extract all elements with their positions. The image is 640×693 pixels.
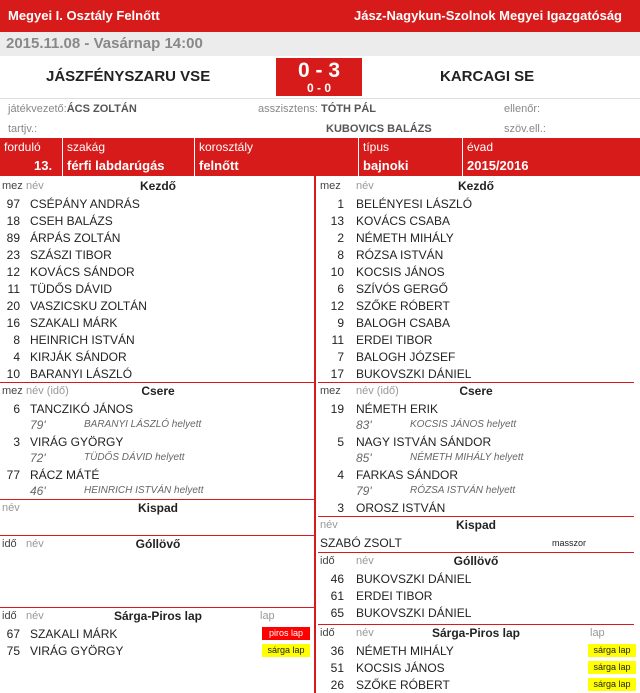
shirt-number: 3	[337, 501, 344, 515]
player-name[interactable]: SZŐKE RÓBERT	[356, 678, 450, 692]
name-header: név	[2, 502, 20, 514]
player-name[interactable]: ÁRPÁS ZOLTÁN	[30, 231, 121, 245]
player-name[interactable]: BELÉNYESI LÁSZLÓ	[356, 197, 473, 211]
card-badge: sárga lap	[588, 678, 636, 691]
info-branch-value: férfi labdarúgás	[67, 158, 165, 173]
player-name[interactable]: SZÁSZI TIBOR	[30, 248, 112, 262]
name-header: név	[356, 180, 374, 192]
player-name[interactable]: TANCZIKÓ JÁNOS	[30, 402, 134, 416]
reserve-label: tartjv.:	[8, 123, 38, 135]
list-item	[0, 246, 316, 263]
away-cards-section	[318, 625, 634, 693]
home-bench-section	[0, 500, 316, 536]
shirt-number: 6	[13, 402, 20, 416]
subs-title: Csere	[141, 384, 175, 398]
shirt-number: 8	[13, 333, 20, 347]
shirt-number: 8	[337, 248, 344, 262]
cards-title: Sárga-Piros lap	[113, 609, 203, 623]
player-name[interactable]: SZAKALI MÁRK	[30, 316, 118, 330]
list-item	[0, 195, 316, 212]
list-item	[318, 570, 634, 587]
player-name[interactable]: CSÉPÁNY ANDRÁS	[30, 197, 140, 211]
info-age-group	[194, 138, 358, 176]
shirt-number: 10	[330, 265, 344, 279]
minute: 46	[330, 572, 344, 586]
player-name[interactable]: NÉMETH ERIK	[356, 402, 439, 416]
player-name[interactable]: OROSZ ISTVÁN	[356, 501, 446, 515]
info-branch	[62, 138, 194, 176]
player-name[interactable]: CSEH BALÁZS	[30, 214, 113, 228]
away-column	[318, 178, 634, 693]
player-name[interactable]: BARANYI LÁSZLÓ	[30, 367, 133, 381]
player-name[interactable]: KOVÁCS SÁNDOR	[30, 265, 135, 279]
list-item	[318, 499, 634, 516]
match-info-bar	[0, 138, 640, 176]
player-name[interactable]: BALOGH CSABA	[356, 316, 451, 330]
home-subs-list	[0, 400, 316, 499]
away-scorers-list	[318, 570, 634, 621]
home-starters-section	[0, 178, 316, 383]
sub-minute: 79'	[30, 418, 46, 432]
player-name[interactable]: KIRJÁK SÁNDOR	[30, 350, 127, 364]
list-item	[0, 331, 316, 348]
player-name[interactable]: ERDEI TIBOR	[356, 333, 433, 347]
league-title: Megyei I. Osztály Felnőtt	[8, 8, 160, 23]
bench-staff-row	[318, 534, 634, 551]
player-name[interactable]: SZŐKE RÓBERT	[356, 299, 450, 313]
shirt-number: 23	[6, 248, 20, 262]
list-item	[318, 331, 634, 348]
name-header: név	[26, 538, 44, 550]
sub-replaced: NÉMETH MIHÁLY helyett	[410, 452, 524, 463]
sub-minute: 79'	[356, 484, 372, 498]
player-name[interactable]: HEINRICH ISTVÁN	[30, 333, 135, 347]
mez-header: mez	[2, 180, 23, 192]
officials-panel	[0, 98, 640, 138]
away-starters-list	[318, 195, 634, 382]
bench-staff-role: masszor	[552, 538, 587, 548]
list-item	[318, 229, 634, 246]
card-badge: sárga lap	[588, 661, 636, 674]
list-item	[318, 433, 634, 466]
shirt-number: 89	[6, 231, 20, 245]
shirt-number: 3	[13, 435, 20, 449]
sport-auth-label: szöv.ell.:	[504, 123, 546, 135]
list-item	[318, 263, 634, 280]
player-name[interactable]: SZAKALI MÁRK	[30, 627, 118, 641]
player-name[interactable]: BUKOVSZKI DÁNIEL	[356, 606, 472, 620]
match-date: 2015.11.08 - Vasárnap 14:00	[0, 32, 640, 56]
player-name[interactable]: KOCSIS JÁNOS	[356, 265, 445, 279]
directorate-title: Jász-Nagykun-Szolnok Megyei Igazgatóság	[353, 8, 622, 23]
assistant-label: asszisztens:	[258, 103, 318, 115]
list-item	[0, 263, 316, 280]
shirt-number: 20	[6, 299, 20, 313]
player-name[interactable]: BUKOVSZKI DÁNIEL	[356, 367, 472, 381]
sub-minute: 72'	[30, 451, 46, 465]
shirt-number: 11	[331, 333, 344, 347]
minute: 67	[6, 627, 20, 641]
list-item	[0, 280, 316, 297]
home-cards-section	[0, 608, 316, 659]
minute: 26	[330, 678, 344, 692]
subs-title: Csere	[459, 384, 493, 398]
list-item	[318, 280, 634, 297]
shirt-number: 16	[6, 316, 20, 330]
player-name[interactable]: SZÍVÓS GERGŐ	[356, 282, 449, 296]
name-header: név	[356, 627, 374, 639]
list-item	[0, 212, 316, 229]
shirt-number: 18	[6, 214, 20, 228]
player-name[interactable]: TÜDŐS DÁVID	[30, 282, 113, 296]
away-subs-section	[318, 383, 634, 517]
list-item	[318, 466, 634, 499]
list-item	[318, 195, 634, 212]
list-item	[318, 587, 634, 604]
time-header: idő	[320, 555, 335, 567]
shirt-number: 6	[337, 282, 344, 296]
cards-title: Sárga-Piros lap	[431, 626, 521, 640]
minute: 61	[330, 589, 344, 603]
info-season	[462, 138, 566, 176]
list-item	[0, 400, 316, 433]
list-item	[318, 642, 634, 659]
info-round-label: forduló	[4, 140, 41, 154]
minute: 51	[330, 661, 344, 675]
list-item	[0, 466, 316, 499]
card-badge: sárga lap	[588, 644, 636, 657]
assistant1-name: TÓTH PÁL	[320, 103, 376, 115]
list-item	[0, 348, 316, 365]
list-item	[318, 246, 634, 263]
sub-replaced: TÜDŐS DÁVID helyett	[84, 452, 185, 463]
name-time-header: név (idő)	[356, 385, 399, 397]
info-season-label: évad	[467, 140, 494, 154]
bench-staff-name[interactable]: SZABÓ ZSOLT	[320, 536, 402, 550]
score-box	[276, 58, 362, 96]
home-column	[0, 178, 316, 659]
minute: 75	[6, 644, 20, 658]
away-cards-list	[318, 642, 634, 693]
card-header: lap	[590, 627, 605, 639]
player-name[interactable]: RÓZSA ISTVÁN	[356, 248, 444, 262]
teams-bar	[0, 56, 640, 98]
halftime-score: 0 - 0	[306, 81, 331, 95]
list-item	[0, 229, 316, 246]
home-starters-list	[0, 195, 316, 382]
sub-replaced: RÓZSA ISTVÁN helyett	[410, 485, 516, 496]
info-season-value: 2015/2016	[467, 158, 529, 173]
observer-label: ellenőr:	[504, 103, 541, 115]
list-item	[318, 676, 634, 693]
list-item	[318, 365, 634, 382]
list-item	[0, 625, 316, 642]
name-time-header: név (idő)	[26, 385, 69, 397]
list-item	[318, 297, 634, 314]
top-bar	[0, 0, 640, 32]
card-header: lap	[260, 610, 275, 622]
name-header: név	[356, 555, 374, 567]
scorers-title: Góllövő	[135, 537, 181, 551]
sub-replaced: BARANYI LÁSZLÓ helyett	[84, 419, 202, 430]
sub-replaced: HEINRICH ISTVÁN helyett	[84, 485, 204, 496]
info-round	[0, 138, 62, 176]
sub-minute: 46'	[30, 484, 46, 498]
player-name[interactable]: VASZICSKU ZOLTÁN	[30, 299, 147, 313]
home-team-name[interactable]: JÁSZFÉNYSZARU VSE	[46, 68, 211, 85]
away-starters-section	[318, 178, 634, 383]
list-item	[0, 365, 316, 382]
time-header: idő	[2, 538, 17, 550]
shirt-number: 77	[6, 468, 20, 482]
list-item	[318, 314, 634, 331]
list-item	[0, 642, 316, 659]
mez-header: mez	[320, 180, 341, 192]
list-item	[318, 348, 634, 365]
referee-label: játékvezető:	[8, 103, 67, 115]
final-score: 0 - 3	[297, 59, 341, 82]
player-name[interactable]: FARKAS SÁNDOR	[356, 468, 459, 482]
shirt-number: 19	[330, 402, 344, 416]
home-cards-list	[0, 625, 316, 659]
player-name[interactable]: NÉMETH MIHÁLY	[356, 644, 454, 658]
player-name[interactable]: KOVÁCS CSABA	[356, 214, 451, 228]
minute: 65	[330, 606, 344, 620]
player-name[interactable]: VIRÁG GYÖRGY	[30, 435, 124, 449]
list-item	[318, 659, 634, 676]
player-name[interactable]: BALOGH JÓZSEF	[356, 350, 456, 364]
shirt-number: 5	[337, 435, 344, 449]
list-item	[318, 604, 634, 621]
shirt-number: 13	[330, 214, 344, 228]
away-scorers-section	[318, 553, 634, 625]
shirt-number: 4	[13, 350, 20, 364]
shirt-number: 2	[337, 231, 344, 245]
player-name[interactable]: NÉMETH MIHÁLY	[356, 231, 454, 245]
home-subs-section	[0, 383, 316, 500]
shirt-number: 12	[6, 265, 20, 279]
assistant2-name: KUBOVICS BALÁZS	[326, 123, 432, 135]
shirt-number: 97	[6, 197, 20, 211]
shirt-number: 7	[337, 350, 344, 364]
starters-title: Kezdő	[458, 179, 494, 193]
info-branch-label: szakág	[67, 140, 106, 154]
info-type-label: típus	[363, 140, 390, 154]
away-bench-section	[318, 517, 634, 553]
list-item	[318, 212, 634, 229]
shirt-number: 17	[330, 367, 344, 381]
mez-header: mez	[2, 385, 23, 397]
info-type	[358, 138, 462, 176]
shirt-number: 4	[337, 468, 344, 482]
starters-title: Kezdő	[140, 179, 176, 193]
mez-header: mez	[320, 385, 341, 397]
info-type-value: bajnoki	[363, 158, 409, 173]
info-age-value: felnőtt	[199, 158, 239, 173]
list-item	[0, 297, 316, 314]
referee-name: ÁCS ZOLTÁN	[66, 103, 137, 115]
time-header: idő	[2, 610, 17, 622]
player-name[interactable]: KOCSIS JÁNOS	[356, 661, 445, 675]
scorers-title: Góllövő	[453, 554, 499, 568]
sub-replaced: KOCSIS JÁNOS helyett	[410, 419, 517, 430]
list-item	[318, 400, 634, 433]
shirt-number: 9	[337, 316, 344, 330]
player-name[interactable]: RÁCZ MÁTÉ	[30, 468, 100, 482]
bench-title: Kispad	[137, 501, 178, 515]
shirt-number: 1	[337, 197, 344, 211]
home-scorers-section	[0, 536, 316, 608]
away-subs-list	[318, 400, 634, 516]
card-badge: sárga lap	[262, 644, 310, 657]
time-header: idő	[320, 627, 335, 639]
list-item	[0, 433, 316, 466]
bench-title: Kispad	[455, 518, 496, 532]
info-age-label: korosztály	[199, 140, 254, 154]
sub-minute: 83'	[356, 418, 372, 432]
player-name[interactable]: VIRÁG GYÖRGY	[30, 644, 124, 658]
minute: 36	[330, 644, 344, 658]
shirt-number: 12	[330, 299, 344, 313]
player-name[interactable]: ERDEI TIBOR	[356, 589, 433, 603]
name-header: név	[26, 180, 44, 192]
name-header: név	[320, 519, 338, 531]
away-team-name[interactable]: KARCAGI SE	[440, 68, 535, 85]
card-badge: piros lap	[262, 627, 310, 640]
player-name[interactable]: BUKOVSZKI DÁNIEL	[356, 572, 472, 586]
shirt-number: 10	[6, 367, 20, 381]
name-header: név	[26, 610, 44, 622]
sub-minute: 85'	[356, 451, 372, 465]
shirt-number: 11	[7, 282, 20, 296]
list-item	[0, 314, 316, 331]
player-name[interactable]: NAGY ISTVÁN SÁNDOR	[356, 435, 492, 449]
info-round-value: 13.	[34, 158, 53, 173]
